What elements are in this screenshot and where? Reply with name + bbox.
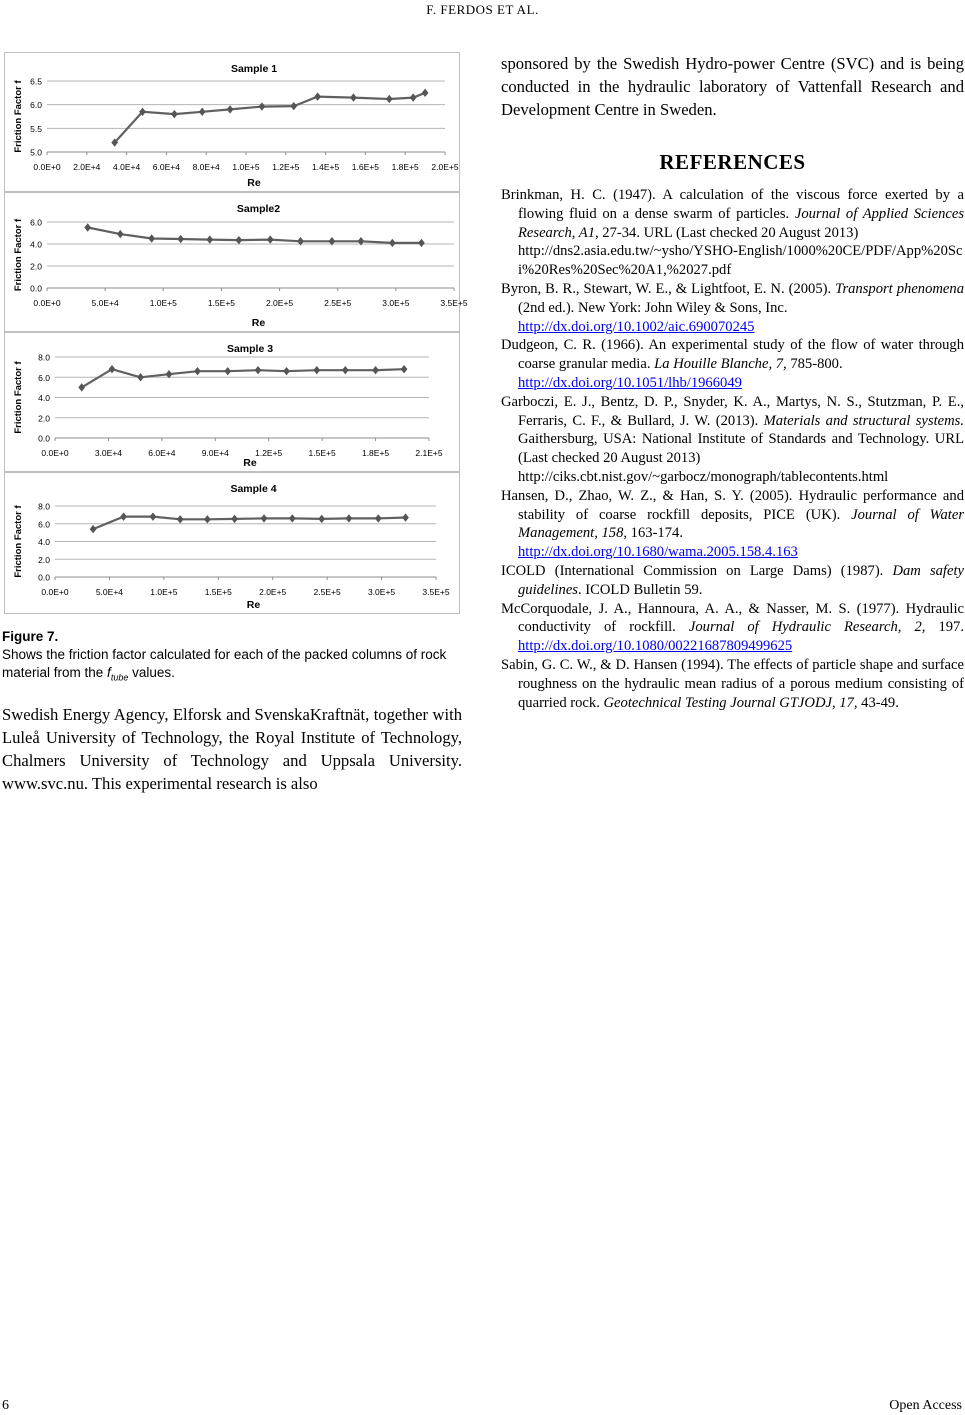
data-point: [261, 514, 268, 522]
figure-caption: [2, 628, 462, 687]
data-point: [375, 514, 382, 522]
y-tick-label: 0.0: [30, 283, 42, 294]
y-tick-label: 4.0: [38, 393, 50, 403]
x-tick-label: 1.5E+5: [207, 298, 236, 308]
body-text-right: sponsored by the Swedish Hydro-power Centre (SVC) and is being conducted in the hydraulic laboratory of Vattenfall Research and Development Centre in Sweden.: [501, 54, 964, 119]
reference-source: Dam safety guidelines: [518, 562, 964, 598]
reference-text: Brinkman, H. C. (1947). A calculation of the viscous force exerted by a flowing fluid on a dense swarm of particles.: [501, 187, 964, 222]
chart-title: Sample 1: [230, 63, 278, 75]
reference-source: Transport phenomena: [835, 280, 964, 297]
chart-sample-4: [4, 472, 460, 614]
reference-source: La Houille Blanche, 7,: [654, 356, 787, 373]
data-point: [199, 108, 206, 116]
y-tick-label: 8.0: [38, 352, 50, 363]
x-tick-label: 0.0E+0: [33, 298, 61, 308]
reference-text: Sabin, G. C. W., & D. Hansen (1994). The effects of particle shape and surface roughness on the hydraulic mean radius of a porous medium consisting of quarried rock.: [501, 656, 964, 711]
data-point: [386, 95, 393, 103]
x-tick-label: 0.0E+0: [41, 587, 69, 597]
reference-url: http://dns2.asia.edu.tw/~ysho/YSHO-English/1000%20CE/PDF/App%20Sci%20Res%20Sec%20A1,%2027.pdf: [518, 243, 963, 279]
reference-doi-link[interactable]: http://dx.doi.org/10.1002/aic.690070245: [518, 318, 755, 335]
x-tick-label: 3.5E+5: [422, 587, 450, 597]
x-tick-label: 2.0E+5: [431, 162, 459, 172]
data-point: [259, 102, 266, 110]
figure-7-panel: [4, 52, 468, 614]
reference-details: 785-800.: [786, 356, 843, 373]
x-tick-label: 1.8E+5: [391, 162, 419, 172]
x-tick-label: 3.0E+5: [367, 587, 396, 597]
reference-details: 43-49.: [857, 694, 899, 711]
footer-open-access: Open Access: [889, 1398, 962, 1413]
x-tick-label: 1.5E+5: [308, 448, 336, 458]
x-tick-label: 9.0E+4: [201, 448, 229, 458]
data-point: [236, 236, 243, 244]
data-point: [148, 234, 155, 242]
reference-doi-link[interactable]: http://dx.doi.org/10.1680/wama.2005.158.4.163: [518, 544, 798, 561]
body-text-left: Swedish Energy Agency, Elforsk and SvenskaKraftnät, together with Luleå University of Technology, the Royal Institute of Technology, Chalmers University of Technology and Uppsala University. www.svc.nu. This experimental research is also: [2, 705, 462, 793]
x-tick-label: 1.0E+5: [232, 162, 260, 172]
reference-item: [501, 600, 964, 656]
data-point: [90, 525, 97, 533]
data-point: [418, 239, 425, 247]
caption-text-2: values.: [128, 665, 175, 680]
x-tick-label: 2.5E+5: [324, 298, 352, 308]
y-axis-label: Friction Factor f: [13, 218, 24, 292]
data-point: [224, 367, 231, 375]
y-tick-label: 0.0: [38, 433, 50, 444]
x-tick-label: 0.0E+0: [41, 448, 69, 458]
x-tick-label: 4.0E+4: [113, 162, 141, 172]
caption-text-1: Shows the friction factor calculated for each of the packed columns of rock material from the: [2, 647, 447, 680]
x-tick-label: 1.0E+5: [149, 298, 177, 308]
reference-item: [501, 562, 964, 600]
reference-details: 197.: [925, 619, 965, 636]
data-point: [422, 89, 429, 97]
data-point: [372, 366, 379, 374]
data-point: [313, 366, 320, 374]
references-heading: REFERENCES: [659, 150, 806, 174]
x-axis-label: Re: [251, 317, 266, 329]
y-tick-label: 8.0: [38, 501, 50, 512]
y-tick-label: 2.0: [38, 413, 50, 424]
x-tick-label: 1.2E+5: [255, 448, 283, 458]
x-tick-label: 2.5E+5: [313, 587, 341, 597]
chart-sample-3: [4, 332, 460, 472]
y-tick-label: 2.0: [30, 261, 42, 272]
y-tick-label: 2.0: [38, 554, 50, 565]
y-tick-label: 4.0: [38, 537, 50, 547]
x-tick-label: 2.0E+5: [259, 587, 287, 597]
reference-text: Byron, B. R., Stewart, W. E., & Lightfoot, E. N. (2005).: [501, 280, 836, 297]
x-tick-label: 8.0E+4: [192, 162, 220, 172]
data-point: [290, 102, 297, 110]
figure-caption-text: [2, 646, 462, 687]
x-tick-label: 1.8E+5: [361, 448, 390, 458]
x-tick-label: 3.0E+5: [382, 298, 410, 308]
reference-text: McCorquodale, J. A., Hannoura, A. A., & Nasser, M. S. (1977). Hydraulic conductivity of rockfill.: [501, 600, 964, 636]
data-point: [171, 110, 178, 118]
data-point: [267, 235, 274, 243]
data-point: [204, 515, 211, 523]
y-tick-label: 5.5: [30, 123, 42, 134]
reference-text: Garboczi, E. J., Bentz, D. P., Snyder, K. A., Martys, N. S., Stutzman, P. E., Ferraris, C. F., & Bullard, J. W. (2013).: [501, 393, 964, 429]
data-point: [283, 367, 290, 375]
reference-text: Dudgeon, C. R. (1966). An experimental study of the flow of water through coarse granular media.: [501, 337, 964, 373]
reference-details: . ICOLD Bulletin 59.: [578, 581, 703, 598]
figure-label: Figure 7.: [2, 629, 59, 644]
data-point: [231, 515, 238, 523]
series-line: [82, 369, 404, 387]
data-point: [109, 365, 116, 373]
y-tick-label: 6.5: [30, 76, 42, 87]
data-point: [78, 383, 85, 391]
chart-sample-2: [4, 192, 468, 332]
reference-doi-link[interactable]: http://dx.doi.org/10.1051/lhb/1966049: [518, 374, 742, 391]
references-list: [501, 186, 964, 712]
x-tick-label: 1.6E+5: [351, 162, 379, 172]
reference-item: [501, 186, 964, 280]
data-point: [227, 105, 234, 113]
y-axis-label: Friction Factor f: [13, 80, 24, 153]
chart-title: Sample 4: [230, 483, 277, 495]
x-tick-label: 1.5E+5: [204, 587, 232, 597]
data-point: [120, 512, 127, 520]
page-number: 6: [2, 1398, 9, 1413]
reference-url: http://ciks.cbt.nist.gov/~garbocz/monograph/tablecontents.html: [518, 468, 889, 485]
x-tick-label: 3.0E+4: [94, 448, 123, 458]
series-line: [88, 228, 422, 243]
x-tick-label: 1.0E+5: [150, 587, 178, 597]
reference-source: Journal of Hydraulic Research, 2,: [688, 619, 926, 636]
reference-details: (2nd ed.). New York: John Wiley & Sons, Inc.: [518, 299, 788, 316]
data-point: [350, 93, 357, 101]
x-tick-label: 5.0E+4: [95, 587, 124, 597]
reference-text: Hansen, D., Zhao, W. Z., & Han, S. Y. (2005). Hydraulic performance and stability of coarse rockfill deposits, PICE (UK).: [501, 487, 964, 523]
reference-source: Journal of Water Management, 158,: [518, 506, 965, 542]
caption-subscript: tube: [110, 672, 129, 683]
reference-details: 163-174.: [627, 525, 683, 542]
x-axis-label: Re: [246, 599, 261, 611]
reference-source: Geotechnical Testing Journal GTJODJ, 17,: [603, 694, 858, 711]
y-tick-label: 4.0: [30, 239, 42, 250]
caption-f-symbol: f: [107, 665, 111, 680]
data-point: [346, 514, 353, 522]
data-point: [289, 514, 296, 522]
data-point: [206, 235, 213, 243]
data-point: [410, 93, 417, 101]
y-tick-label: 0.0: [38, 572, 50, 583]
data-point: [177, 235, 184, 243]
data-point: [255, 366, 262, 374]
data-point: [84, 223, 91, 231]
series-line: [115, 93, 425, 143]
reference-details: Gaithersburg, USA: National Institute of Standards and Technology. URL (Last checked 20 August 2013): [518, 431, 964, 467]
data-point: [194, 367, 201, 375]
y-axis-label: Friction Factor f: [13, 361, 24, 434]
reference-source: Materials and structural systems.: [763, 412, 964, 429]
data-point: [401, 365, 408, 373]
reference-details: 27-34. URL (Last checked 20 August 2013): [598, 224, 859, 241]
data-point: [117, 230, 124, 238]
x-tick-label: 2.0E+5: [265, 298, 294, 308]
reference-item: [501, 280, 964, 336]
y-tick-label: 6.0: [30, 100, 42, 111]
reference-item: [501, 336, 964, 392]
x-tick-label: 2.0E+4: [73, 162, 101, 172]
x-tick-label: 5.0E+4: [91, 298, 119, 308]
y-tick-label: 5.0: [30, 147, 42, 158]
y-tick-label: 6.0: [30, 217, 42, 228]
chart-title: Sample 3: [226, 343, 274, 355]
reference-item: [501, 487, 964, 562]
y-tick-label: 6.0: [38, 372, 50, 383]
x-tick-label: 0.0E+0: [33, 162, 61, 172]
data-point: [137, 373, 144, 381]
x-tick-label: 1.2E+5: [272, 162, 300, 172]
reference-text: ICOLD (International Commission on Large Dams) (1987).: [501, 562, 893, 579]
reference-item: [501, 393, 964, 487]
reference-item: [501, 656, 964, 712]
x-tick-label: 6.0E+4: [152, 162, 180, 172]
data-point: [150, 512, 157, 520]
series-line: [93, 517, 405, 530]
x-tick-label: 2.1E+5: [415, 448, 443, 458]
y-axis-label: Friction Factor f: [13, 505, 24, 578]
chart-sample-1: [4, 52, 460, 192]
x-axis-label: Re: [243, 457, 257, 469]
running-head: F. FERDOS ET AL.: [426, 2, 539, 17]
chart-title: Sample2: [236, 203, 281, 215]
y-tick-label: 6.0: [38, 519, 50, 530]
data-point: [342, 366, 349, 374]
reference-doi-link[interactable]: http://dx.doi.org/10.1080/00221687809499625: [518, 638, 793, 655]
data-point: [402, 513, 409, 521]
x-tick-label: 6.0E+4: [148, 448, 176, 458]
reference-source: Journal of Applied Sciences Research, A1,: [518, 205, 964, 241]
data-point: [389, 239, 396, 247]
x-tick-label: 1.4E+5: [312, 162, 340, 172]
x-tick-label: 3.5E+5: [440, 298, 468, 308]
x-axis-label: Re: [247, 177, 261, 189]
data-point: [177, 515, 184, 523]
data-point: [314, 92, 321, 100]
data-point: [318, 515, 325, 523]
